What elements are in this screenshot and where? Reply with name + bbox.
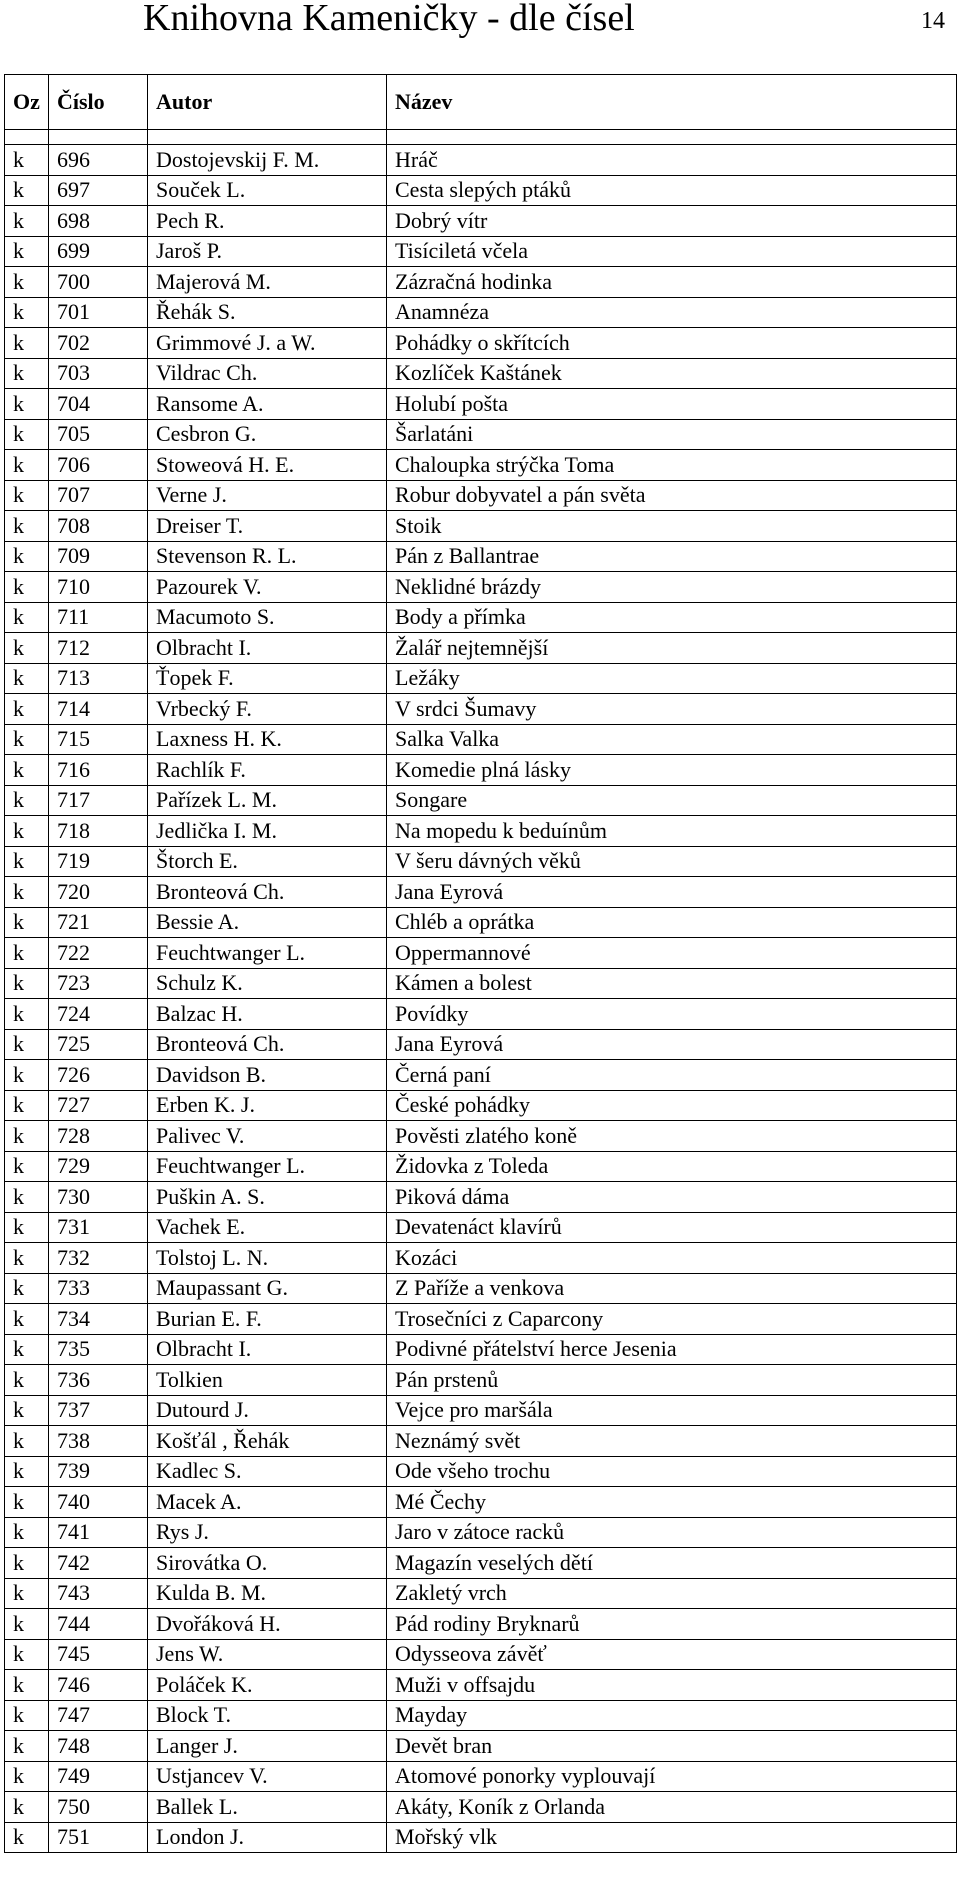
cell-nazev: Pohádky o skřítcích xyxy=(387,328,957,359)
cell-autor: Majerová M. xyxy=(148,267,387,298)
cell-nazev: Žalář nejtemnější xyxy=(387,633,957,664)
cell-nazev: Robur dobyvatel a pán světa xyxy=(387,480,957,511)
cell-nazev: Mořský vlk xyxy=(387,1822,957,1853)
table-row xyxy=(5,1609,957,1640)
cell-autor: Maupassant G. xyxy=(148,1273,387,1304)
cell-autor: Rachlík F. xyxy=(148,755,387,786)
cell-cislo: 750 xyxy=(49,1792,148,1823)
cell-oz: k xyxy=(5,1792,49,1823)
cell-nazev: Atomové ponorky vyplouvají xyxy=(387,1761,957,1792)
cell-oz: k xyxy=(5,1609,49,1640)
cell-cislo: 725 xyxy=(49,1029,148,1060)
table-row xyxy=(5,358,957,389)
cell-autor: Pařízek L. M. xyxy=(148,785,387,816)
cell-autor: Puškin A. S. xyxy=(148,1182,387,1213)
column-header-cislo: Číslo xyxy=(49,75,148,130)
table-body xyxy=(5,130,957,1853)
cell-nazev: Holubí pošta xyxy=(387,389,957,420)
cell-cislo: 731 xyxy=(49,1212,148,1243)
cell-cislo: 747 xyxy=(49,1700,148,1731)
table-row xyxy=(5,145,957,176)
cell-nazev: Stoik xyxy=(387,511,957,542)
cell-oz: k xyxy=(5,877,49,908)
cell-nazev: Zakletý vrch xyxy=(387,1578,957,1609)
cell-oz: k xyxy=(5,1700,49,1731)
table-row xyxy=(5,1243,957,1274)
cell-nazev: Šarlatáni xyxy=(387,419,957,450)
cell-autor: Jens W. xyxy=(148,1639,387,1670)
cell-autor: Pech R. xyxy=(148,206,387,237)
cell-cislo: 721 xyxy=(49,907,148,938)
cell-oz: k xyxy=(5,724,49,755)
cell-nazev: Komedie plná lásky xyxy=(387,755,957,786)
cell-nazev: Oppermannové xyxy=(387,938,957,969)
cell-oz: k xyxy=(5,1670,49,1701)
table-header xyxy=(5,75,957,130)
table-row xyxy=(5,1151,957,1182)
cell-cislo: 707 xyxy=(49,480,148,511)
cell-oz: k xyxy=(5,907,49,938)
cell-cislo: 735 xyxy=(49,1334,148,1365)
cell-autor: Ransome A. xyxy=(148,389,387,420)
cell-oz: k xyxy=(5,267,49,298)
table-row xyxy=(5,450,957,481)
table-row xyxy=(5,816,957,847)
cell-autor: Řehák S. xyxy=(148,297,387,328)
cell-cislo: 726 xyxy=(49,1060,148,1091)
table-row xyxy=(5,1731,957,1762)
column-header-autor: Autor xyxy=(148,75,387,130)
cell-cislo: 696 xyxy=(49,145,148,176)
cell-nazev: Pán prstenů xyxy=(387,1365,957,1396)
cell-oz: k xyxy=(5,1822,49,1853)
cell-cislo: 738 xyxy=(49,1426,148,1457)
table-spacer-row xyxy=(5,130,957,145)
cell-cislo: 734 xyxy=(49,1304,148,1335)
cell-cislo: 746 xyxy=(49,1670,148,1701)
cell-nazev: Ležáky xyxy=(387,663,957,694)
cell-autor: Tolkien xyxy=(148,1365,387,1396)
column-header-oz: Oz xyxy=(5,75,49,130)
cell-autor: Olbracht I. xyxy=(148,1334,387,1365)
cell-autor: Ballek L. xyxy=(148,1792,387,1823)
cell-oz: k xyxy=(5,1548,49,1579)
table-row xyxy=(5,846,957,877)
cell-autor: Souček L. xyxy=(148,175,387,206)
table-row xyxy=(5,1487,957,1518)
table-row xyxy=(5,297,957,328)
cell-nazev: Pán z Ballantrae xyxy=(387,541,957,572)
cell-cislo: 748 xyxy=(49,1731,148,1762)
cell-oz: k xyxy=(5,480,49,511)
cell-cislo: 724 xyxy=(49,999,148,1030)
cell-nazev: Chaloupka strýčka Toma xyxy=(387,450,957,481)
cell-nazev: Pád rodiny Bryknarů xyxy=(387,1609,957,1640)
cell-oz: k xyxy=(5,1639,49,1670)
table-row xyxy=(5,1456,957,1487)
cell-oz: k xyxy=(5,1365,49,1396)
cell-oz: k xyxy=(5,541,49,572)
cell-autor: Jedlička I. M. xyxy=(148,816,387,847)
cell-autor: London J. xyxy=(148,1822,387,1853)
cell-oz: k xyxy=(5,358,49,389)
cell-autor: Vachek E. xyxy=(148,1212,387,1243)
table-row xyxy=(5,1273,957,1304)
cell-nazev: Zázračná hodinka xyxy=(387,267,957,298)
cell-cislo: 711 xyxy=(49,602,148,633)
cell-nazev: Na mopedu k beduínům xyxy=(387,816,957,847)
cell-oz: k xyxy=(5,816,49,847)
cell-autor: Ustjancev V. xyxy=(148,1761,387,1792)
cell-nazev: České pohádky xyxy=(387,1090,957,1121)
cell-nazev: Pověsti zlatého koně xyxy=(387,1121,957,1152)
table-row xyxy=(5,480,957,511)
cell-nazev: Chléb a oprátka xyxy=(387,907,957,938)
table-row xyxy=(5,1578,957,1609)
table-row xyxy=(5,877,957,908)
cell-autor: Dostojevskij F. M. xyxy=(148,145,387,176)
cell-cislo: 716 xyxy=(49,755,148,786)
cell-oz: k xyxy=(5,419,49,450)
cell-autor: Dreiser T. xyxy=(148,511,387,542)
cell-cislo: 713 xyxy=(49,663,148,694)
table-row xyxy=(5,236,957,267)
cell-cislo: 745 xyxy=(49,1639,148,1670)
cell-autor: Stevenson R. L. xyxy=(148,541,387,572)
cell-autor: Košťál , Řehák xyxy=(148,1426,387,1457)
table-row xyxy=(5,1090,957,1121)
table-row xyxy=(5,206,957,237)
cell-cislo: 740 xyxy=(49,1487,148,1518)
cell-nazev: Dobrý vítr xyxy=(387,206,957,237)
page-title: Knihovna Kameničky - dle čísel xyxy=(143,0,635,39)
cell-cislo: 739 xyxy=(49,1456,148,1487)
cell-nazev: Kozlíček Kaštánek xyxy=(387,358,957,389)
table-row xyxy=(5,1670,957,1701)
cell-autor: Štorch E. xyxy=(148,846,387,877)
cell-nazev: Magazín veselých dětí xyxy=(387,1548,957,1579)
cell-cislo: 723 xyxy=(49,968,148,999)
table-row xyxy=(5,1700,957,1731)
cell-oz: k xyxy=(5,663,49,694)
cell-oz: k xyxy=(5,572,49,603)
cell-cislo: 705 xyxy=(49,419,148,450)
cell-nazev: Muži v offsajdu xyxy=(387,1670,957,1701)
cell-nazev: Mé Čechy xyxy=(387,1487,957,1518)
page-header xyxy=(0,0,960,58)
cell-oz: k xyxy=(5,389,49,420)
table-row xyxy=(5,419,957,450)
cell-cislo: 742 xyxy=(49,1548,148,1579)
table-row xyxy=(5,633,957,664)
page-number: 14 xyxy=(921,8,945,34)
cell-nazev: Neznámý svět xyxy=(387,1426,957,1457)
cell-cislo: 729 xyxy=(49,1151,148,1182)
cell-nazev: Tisíciletá včela xyxy=(387,236,957,267)
cell-oz: k xyxy=(5,1090,49,1121)
table-row xyxy=(5,724,957,755)
cell-oz: k xyxy=(5,1731,49,1762)
table-row xyxy=(5,1822,957,1853)
cell-autor: Cesbron G. xyxy=(148,419,387,450)
cell-cislo: 709 xyxy=(49,541,148,572)
cell-nazev: Anamnéza xyxy=(387,297,957,328)
cell-nazev: Neklidné brázdy xyxy=(387,572,957,603)
cell-oz: k xyxy=(5,1456,49,1487)
cell-oz: k xyxy=(5,1182,49,1213)
cell-oz: k xyxy=(5,633,49,664)
cell-autor: Feuchtwanger L. xyxy=(148,938,387,969)
cell-cislo: 741 xyxy=(49,1517,148,1548)
table-row xyxy=(5,602,957,633)
cell-autor: Poláček K. xyxy=(148,1670,387,1701)
cell-autor: Bronteová Ch. xyxy=(148,877,387,908)
cell-autor: Bessie A. xyxy=(148,907,387,938)
table-row xyxy=(5,999,957,1030)
table-row xyxy=(5,907,957,938)
cell-oz: k xyxy=(5,236,49,267)
cell-cislo: 736 xyxy=(49,1365,148,1396)
cell-autor: Schulz K. xyxy=(148,968,387,999)
cell-oz: k xyxy=(5,206,49,237)
table-row xyxy=(5,938,957,969)
cell-nazev: Body a přímka xyxy=(387,602,957,633)
cell-autor: Macumoto S. xyxy=(148,602,387,633)
table-row xyxy=(5,1334,957,1365)
cell-cislo: 704 xyxy=(49,389,148,420)
cell-nazev: Jaro v zátoce racků xyxy=(387,1517,957,1548)
cell-oz: k xyxy=(5,846,49,877)
cell-cislo: 698 xyxy=(49,206,148,237)
cell-autor: Jaroš P. xyxy=(148,236,387,267)
table-row xyxy=(5,1517,957,1548)
cell-autor: Palivec V. xyxy=(148,1121,387,1152)
cell-cislo: 717 xyxy=(49,785,148,816)
cell-autor: Stoweová H. E. xyxy=(148,450,387,481)
cell-cislo: 719 xyxy=(49,846,148,877)
cell-nazev: Songare xyxy=(387,785,957,816)
cell-nazev: Devět bran xyxy=(387,1731,957,1762)
cell-autor: Laxness H. K. xyxy=(148,724,387,755)
cell-oz: k xyxy=(5,1243,49,1274)
cell-oz: k xyxy=(5,755,49,786)
cell-oz: k xyxy=(5,1395,49,1426)
table-row xyxy=(5,1639,957,1670)
cell-oz: k xyxy=(5,1517,49,1548)
table-row xyxy=(5,1212,957,1243)
cell-oz: k xyxy=(5,1029,49,1060)
table-row xyxy=(5,1060,957,1091)
cell-nazev: V šeru dávných věků xyxy=(387,846,957,877)
cell-autor: Verne J. xyxy=(148,480,387,511)
cell-nazev: Mayday xyxy=(387,1700,957,1731)
cell-oz: k xyxy=(5,968,49,999)
cell-autor: Grimmové J. a W. xyxy=(148,328,387,359)
cell-oz: k xyxy=(5,602,49,633)
cell-cislo: 737 xyxy=(49,1395,148,1426)
cell-autor: Tolstoj L. N. xyxy=(148,1243,387,1274)
cell-nazev: Z Paříže a venkova xyxy=(387,1273,957,1304)
table-row xyxy=(5,1365,957,1396)
table-row xyxy=(5,1792,957,1823)
cell-nazev: Akáty, Koník z Orlanda xyxy=(387,1792,957,1823)
cell-cislo: 701 xyxy=(49,297,148,328)
cell-nazev: Odysseova závěť xyxy=(387,1639,957,1670)
cell-autor: Langer J. xyxy=(148,1731,387,1762)
cell-cislo: 706 xyxy=(49,450,148,481)
cell-nazev: Ode všeho trochu xyxy=(387,1456,957,1487)
cell-oz: k xyxy=(5,1487,49,1518)
cell-oz: k xyxy=(5,511,49,542)
cell-oz: k xyxy=(5,1578,49,1609)
cell-oz: k xyxy=(5,1212,49,1243)
cell-autor: Dutourd J. xyxy=(148,1395,387,1426)
cell-cislo: 720 xyxy=(49,877,148,908)
cell-nazev: Hráč xyxy=(387,145,957,176)
cell-oz: k xyxy=(5,145,49,176)
cell-cislo: 722 xyxy=(49,938,148,969)
cell-autor: Vrbecký F. xyxy=(148,694,387,725)
table-row xyxy=(5,328,957,359)
cell-cislo: 712 xyxy=(49,633,148,664)
cell-cislo: 714 xyxy=(49,694,148,725)
cell-nazev: Kozáci xyxy=(387,1243,957,1274)
table-row xyxy=(5,968,957,999)
cell-autor: Dvořáková H. xyxy=(148,1609,387,1640)
cell-cislo: 733 xyxy=(49,1273,148,1304)
table-row xyxy=(5,1426,957,1457)
cell-nazev: Trosečníci z Caparcony xyxy=(387,1304,957,1335)
cell-cislo: 710 xyxy=(49,572,148,603)
column-header-nazev: Název xyxy=(387,75,957,130)
cell-cislo: 700 xyxy=(49,267,148,298)
cell-autor: Ťopek F. xyxy=(148,663,387,694)
table-row xyxy=(5,389,957,420)
cell-oz: k xyxy=(5,694,49,725)
cell-nazev: Židovka z Toleda xyxy=(387,1151,957,1182)
table-row xyxy=(5,175,957,206)
cell-autor: Vildrac Ch. xyxy=(148,358,387,389)
table-row xyxy=(5,1761,957,1792)
cell-oz: k xyxy=(5,297,49,328)
cell-oz: k xyxy=(5,1151,49,1182)
table-row xyxy=(5,1548,957,1579)
cell-autor: Erben K. J. xyxy=(148,1090,387,1121)
cell-oz: k xyxy=(5,999,49,1030)
cell-oz: k xyxy=(5,1060,49,1091)
cell-cislo: 743 xyxy=(49,1578,148,1609)
cell-cislo: 727 xyxy=(49,1090,148,1121)
cell-cislo: 751 xyxy=(49,1822,148,1853)
cell-cislo: 744 xyxy=(49,1609,148,1640)
cell-oz: k xyxy=(5,1121,49,1152)
cell-nazev: Podivné přátelství herce Jesenia xyxy=(387,1334,957,1365)
table-row xyxy=(5,267,957,298)
cell-oz: k xyxy=(5,1426,49,1457)
table-row xyxy=(5,663,957,694)
cell-cislo: 732 xyxy=(49,1243,148,1274)
cell-nazev: Devatenáct klavírů xyxy=(387,1212,957,1243)
cell-autor: Rys J. xyxy=(148,1517,387,1548)
cell-autor: Davidson B. xyxy=(148,1060,387,1091)
table-row xyxy=(5,1121,957,1152)
table-row xyxy=(5,1029,957,1060)
cell-nazev: V srdci Šumavy xyxy=(387,694,957,725)
cell-autor: Kulda B. M. xyxy=(148,1578,387,1609)
cell-autor: Pazourek V. xyxy=(148,572,387,603)
cell-oz: k xyxy=(5,450,49,481)
table-row xyxy=(5,1182,957,1213)
cell-cislo: 703 xyxy=(49,358,148,389)
cell-autor: Kadlec S. xyxy=(148,1456,387,1487)
cell-nazev: Piková dáma xyxy=(387,1182,957,1213)
table-row xyxy=(5,785,957,816)
cell-nazev: Povídky xyxy=(387,999,957,1030)
table-row xyxy=(5,572,957,603)
cell-cislo: 730 xyxy=(49,1182,148,1213)
cell-cislo: 749 xyxy=(49,1761,148,1792)
table-row xyxy=(5,1395,957,1426)
cell-nazev: Černá paní xyxy=(387,1060,957,1091)
cell-autor: Block T. xyxy=(148,1700,387,1731)
cell-cislo: 699 xyxy=(49,236,148,267)
table-row xyxy=(5,1304,957,1335)
cell-nazev: Salka Valka xyxy=(387,724,957,755)
table-row xyxy=(5,511,957,542)
cell-autor: Olbracht I. xyxy=(148,633,387,664)
cell-nazev: Kámen a bolest xyxy=(387,968,957,999)
cell-oz: k xyxy=(5,1334,49,1365)
cell-autor: Feuchtwanger L. xyxy=(148,1151,387,1182)
cell-oz: k xyxy=(5,328,49,359)
cell-cislo: 718 xyxy=(49,816,148,847)
cell-cislo: 708 xyxy=(49,511,148,542)
cell-cislo: 715 xyxy=(49,724,148,755)
cell-cislo: 697 xyxy=(49,175,148,206)
cell-autor: Burian E. F. xyxy=(148,1304,387,1335)
cell-oz: k xyxy=(5,785,49,816)
cell-autor: Macek A. xyxy=(148,1487,387,1518)
cell-oz: k xyxy=(5,938,49,969)
cell-oz: k xyxy=(5,1761,49,1792)
cell-oz: k xyxy=(5,175,49,206)
cell-autor: Sirovátka O. xyxy=(148,1548,387,1579)
table-row xyxy=(5,755,957,786)
table-row xyxy=(5,694,957,725)
cell-nazev: Vejce pro maršála xyxy=(387,1395,957,1426)
cell-oz: k xyxy=(5,1273,49,1304)
table-row xyxy=(5,541,957,572)
cell-nazev: Cesta slepých ptáků xyxy=(387,175,957,206)
cell-nazev: Jana Eyrová xyxy=(387,877,957,908)
cell-cislo: 728 xyxy=(49,1121,148,1152)
cell-autor: Balzac H. xyxy=(148,999,387,1030)
cell-autor: Bronteová Ch. xyxy=(148,1029,387,1060)
cell-oz: k xyxy=(5,1304,49,1335)
cell-nazev: Jana Eyrová xyxy=(387,1029,957,1060)
catalog-table xyxy=(4,74,957,1853)
cell-cislo: 702 xyxy=(49,328,148,359)
